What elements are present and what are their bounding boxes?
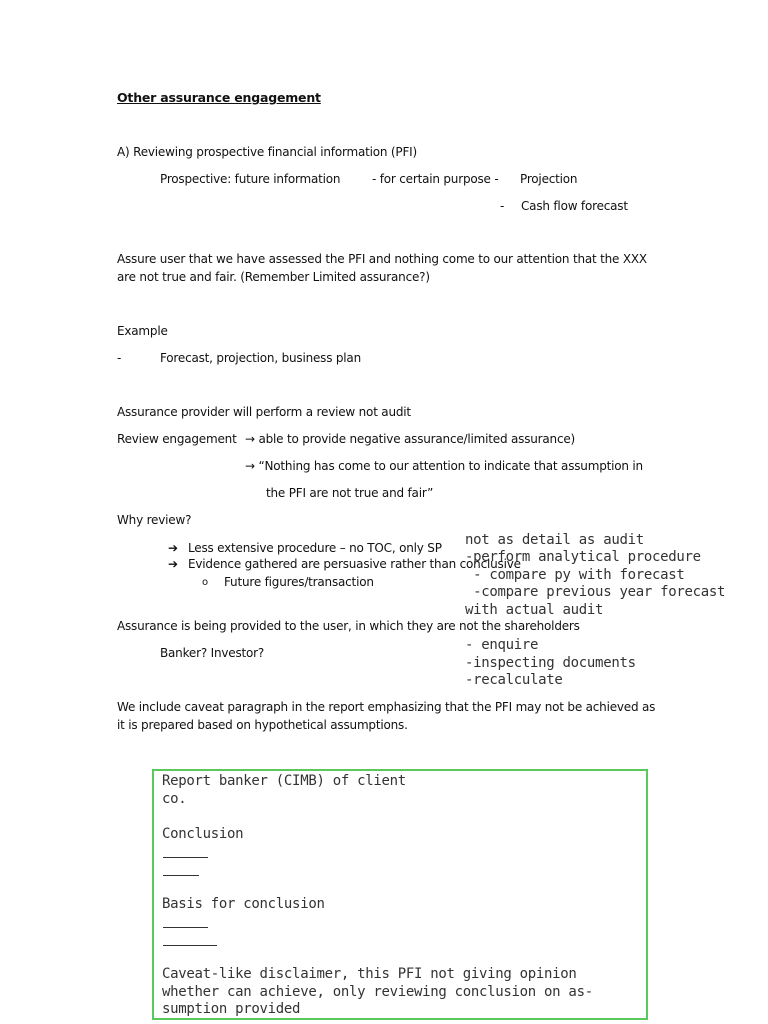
note-line: -inspecting documents [465, 655, 636, 671]
banker-investor-text: Banker? Investor? [160, 646, 265, 660]
caveat-text-line2: it is prepared based on hypothetical assumptions. [117, 718, 408, 732]
conclusion-heading: Conclusion [162, 826, 244, 842]
caveat-disclaimer-line: whether can achieve, only reviewing conclusion on as- [162, 984, 593, 1000]
page-title: Other assurance engagement [117, 90, 321, 105]
basis-blank-line [163, 945, 217, 946]
arrow-bullet-icon: ➔ [168, 557, 178, 571]
conclusion-blank-line [163, 857, 208, 858]
example-item: Forecast, projection, business plan [160, 351, 361, 365]
why-review-heading: Why review? [117, 513, 192, 527]
report-line-1: Report banker (CIMB) of client [162, 773, 406, 789]
note-line: -perform analytical procedure [465, 549, 701, 565]
bullet-text: Less extensive procedure – no TOC, only SP [188, 541, 442, 555]
caveat-text-line1: We include caveat paragraph in the report emphasizing that the PFI may not be achieved as [117, 700, 656, 714]
note-line: not as detail as audit [465, 532, 644, 548]
assurance-users-text: Assurance is being provided to the user, in which they are not the shareholders [117, 619, 580, 633]
report-text-box[interactable] [152, 769, 648, 1020]
sub-bullet-text: Future figures/transaction [224, 575, 374, 589]
arrow-bullet-icon: ➔ [168, 541, 178, 555]
caveat-disclaimer-line: Caveat-like disclaimer, this PFI not giving opinion [162, 966, 577, 982]
assure-text-line1: Assure user that we have assessed the PFI and nothing come to our attention that the XXX [117, 252, 647, 266]
section-a-heading: A) Reviewing prospective financial information (PFI) [117, 145, 417, 159]
cash-flow-item: Cash flow forecast [521, 199, 628, 213]
report-line-2: co. [162, 791, 187, 807]
basis-blank-line [163, 927, 208, 928]
purpose-label: - for certain purpose - [372, 172, 499, 186]
review-arrow-1: → able to provide negative assurance/limited assurance) [245, 432, 576, 446]
note-line: -recalculate [465, 672, 563, 688]
note-line: - compare py with forecast [465, 567, 685, 583]
bullet-item [168, 541, 442, 556]
projection-item: Projection [520, 172, 578, 186]
review-arrow-2: → “Nothing has come to our attention to indicate that assumption in [245, 459, 643, 473]
sub-bullet-marker: o [202, 577, 208, 588]
example-heading: Example [117, 324, 168, 338]
conclusion-blank-line [163, 875, 199, 876]
basis-heading: Basis for conclusion [162, 896, 325, 912]
note-line: with actual audit [465, 602, 604, 618]
assure-text-line2: are not true and fair. (Remember Limited assurance?) [117, 270, 430, 284]
caveat-disclaimer-line: sumption provided [162, 1001, 301, 1017]
prospective-label: Prospective: future information [160, 172, 341, 186]
bullet-text: Evidence gathered are persuasive rather than conclusive [188, 557, 521, 571]
note-line: -compare previous year forecast [465, 584, 726, 600]
example-dash: - [117, 351, 122, 365]
review-not-audit: Assurance provider will perform a review not audit [117, 405, 411, 419]
note-line: - enquire [465, 637, 539, 653]
review-engagement-label: Review engagement [117, 432, 237, 446]
cash-flow-dash: - [500, 199, 505, 213]
review-arrow-2-continued: the PFI are not true and fair” [266, 486, 434, 500]
